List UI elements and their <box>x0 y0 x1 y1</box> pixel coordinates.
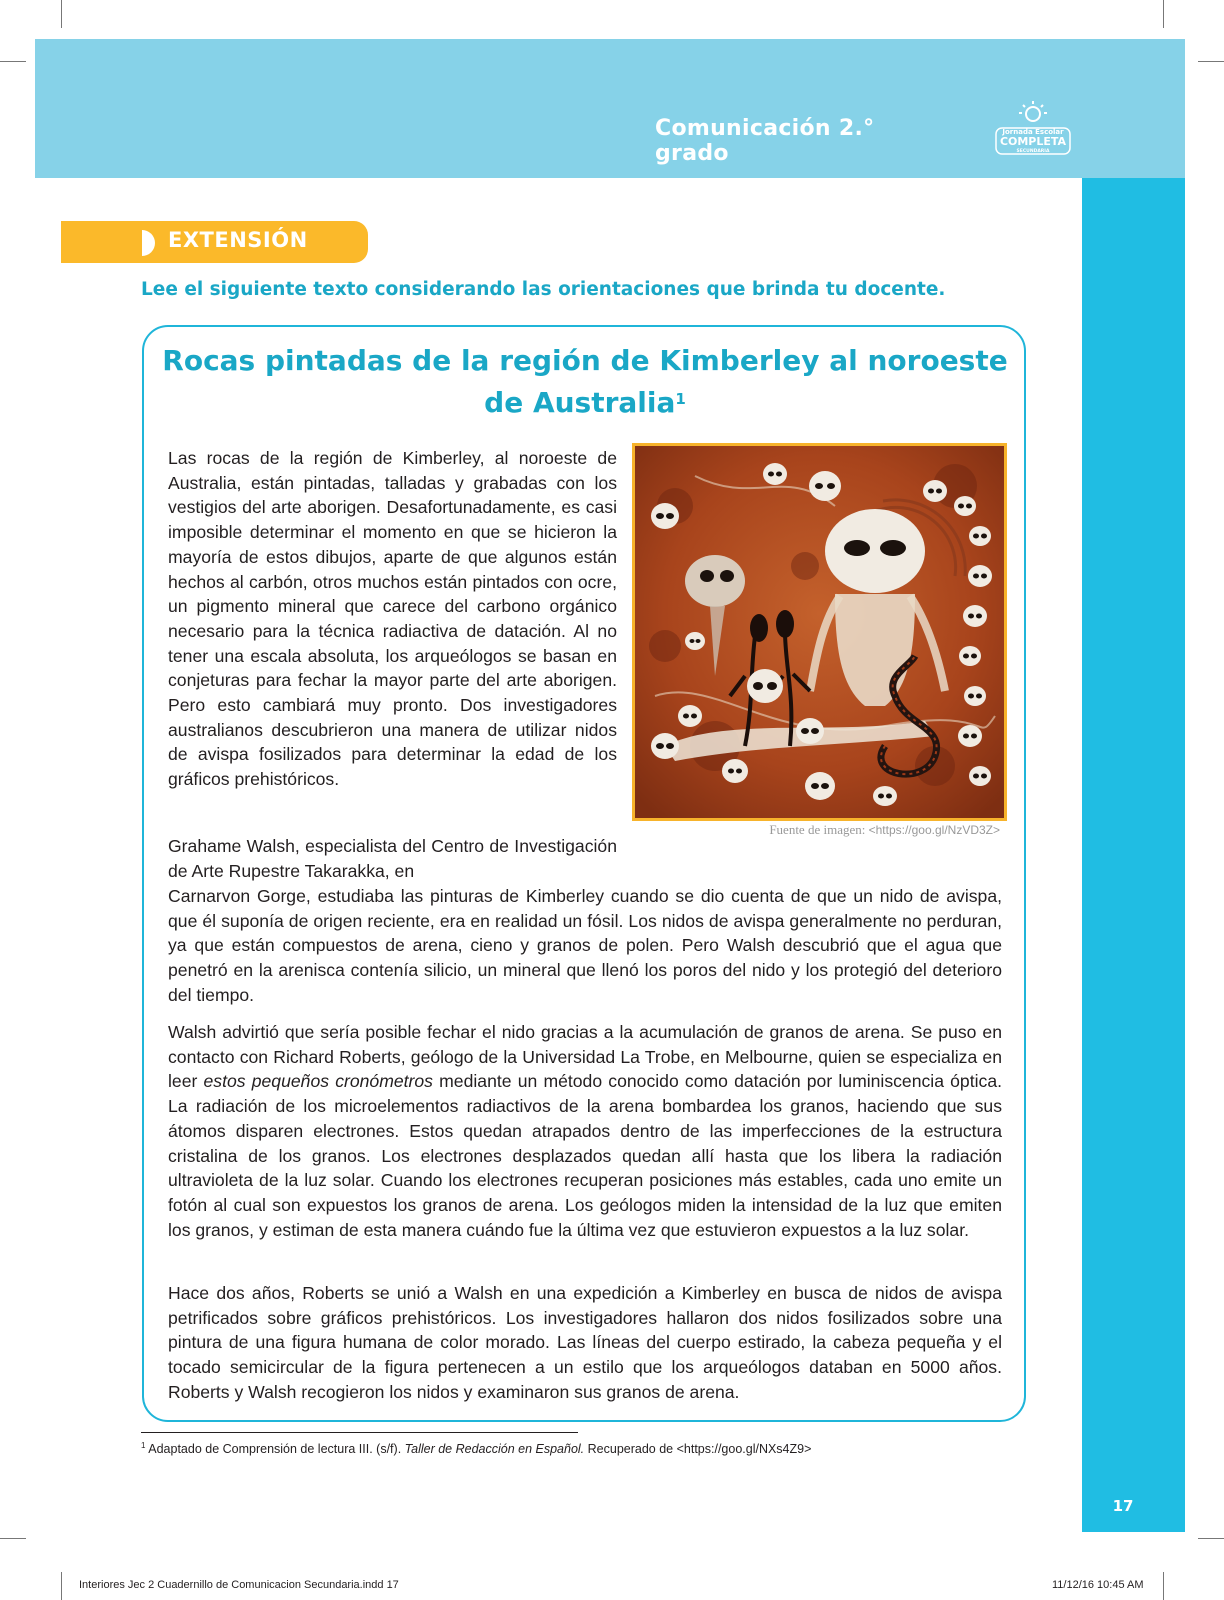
header-title: Comunicación 2.° grado <box>655 116 875 166</box>
crop-mark <box>0 1538 26 1539</box>
side-strip <box>1082 178 1185 1532</box>
paragraph-3 <box>168 1020 1002 1242</box>
footnote-italic: Taller de Redacción en Español. <box>404 1442 585 1457</box>
logo-line1: Jornada Escolar <box>1002 128 1064 136</box>
crop-mark <box>1198 1538 1224 1539</box>
crop-mark <box>1198 61 1224 62</box>
image-source-prefix: Fuente de imagen: <box>769 822 869 837</box>
footnote-divider <box>141 1432 578 1433</box>
paragraph-3-part1: Walsh advirtió que sería posible fechar el nido gracias a la acumulación de granos de arena. Se puso en contacto con Richard Roberts, geólogo de la Universidad La Trobe, en Melbourne, quien se especializa en leer <box>168 1022 1002 1092</box>
slug-file-info: Interiores Jec 2 Cuadernillo de Comunicacion Secundaria.indd 17 <box>79 1579 399 1591</box>
crop-mark <box>1163 0 1164 28</box>
extension-label: EXTENSIÓN <box>168 228 308 252</box>
logo-line3: SECUNDARIA <box>1016 149 1050 154</box>
article-title <box>160 340 1010 424</box>
logo-line2: COMPLETA <box>999 135 1067 148</box>
paragraph-3-part2: mediante un método conocido como datación por luminiscencia óptica. La radiación de los microelementos radiactivos de la arena bombardea los granos, haciendo que sus átomos disparen electrones. Estos quedan atrapados dentro de las imperfecciones de la estructura cristalina de los granos. Los electrones desplazados quedan allí hasta que los libera la radiación ultravioleta de la luz solar. Cuando los electrones recuperan posiciones más estables, cada uno emite un fotón al cual son expuestos los granos de arena. Los geólogos miden la intensidad de la luz que emiten los granos, y estiman de esta manera cuándo fue la última vez que estuvieron expuestos a la luz solar. <box>168 1071 1002 1240</box>
rock-art-picture <box>635 446 1004 818</box>
paragraph-4: Hace dos años, Roberts se unió a Walsh en una expedición a Kimberley en busca de nidos de avispa petrificados sobre gráficos prehistóricos. Los investigadores hallaron dos nidos fosilizados sobre una pintura de una figura humana de color morado. Las líneas del cuerpo estirado, la cabeza pequeña y el tocado semicircular de la figura pertenecen a un estilo que los arqueólogos databan en 5000 años. Roberts y Walsh recogieron los nidos y examinaron sus granos de arena. <box>168 1283 1002 1402</box>
slug-timestamp: 11/12/16 10:45 AM <box>1052 1579 1144 1591</box>
crop-mark <box>61 1572 62 1600</box>
footnote-text-1: Adaptado de Comprensión de lectura III. (s/f). <box>148 1442 405 1457</box>
image-source-url: <https://goo.gl/NzVD3Z> <box>868 823 1000 837</box>
jec-logo <box>990 100 1076 160</box>
paragraph-3-italic: estos pequeños cronómetros <box>203 1071 433 1092</box>
footnote-number: 1 <box>141 1441 146 1450</box>
paragraph-2-start: Grahame Walsh, especialista del Centro de Investigación de Arte Rupestre Takarakka, en <box>168 836 617 881</box>
rock-art-image <box>632 443 1007 821</box>
crop-mark <box>0 61 26 62</box>
footnote-text-2: Recuperado de <https://goo.gl/NXs4Z9> <box>584 1442 812 1457</box>
article-title-text: Rocas pintadas de la región de Kimberley al noroeste de Australia <box>162 344 1008 419</box>
title-footnote-ref: 1 <box>675 390 686 408</box>
paragraph-2-continued: Carnarvon Gorge, estudiaba las pinturas de Kimberley cuando se dio cuenta de que un nido de avispa, que él suponía de origen reciente, era en realidad un fósil. Los nidos de avispa generalmente no perduran, ya que están compuestos de arena, cieno y granos de polen. Pero Walsh descubrió que el agua que penetró en la arenisca contenía silicio, un mineral que llenó los poros del nido y los protegió del deterioro del tiempo. <box>168 886 1002 1005</box>
sun-logo-icon <box>990 100 1076 160</box>
image-source <box>700 822 1000 838</box>
paragraph-1: Las rocas de la región de Kimberley, al noroeste de Australia, están pintadas, talladas y grabadas con los vestigios del arte aborigen. Desafortunadamente, es casi imposible determinar el momento en que se hicieron la mayoría de estos dibujos, aparte de que algunos están hechos al carbón, otros muchos están pintados con ocre, un pigmento mineral que carece del carbono orgánico necesario para la técnica radiactiva de datación. Al no tener una escala absoluta, los arqueólogos se basan en conjeturas para fechar la mayor parte del arte aborigen. Pero esto cambiará muy pronto. Dos investigadores australianos descubrieron una manera de utilizar nidos de avispa fosilizados para determinar la edad de los gráficos prehistóricos. <box>168 448 617 790</box>
instruction-text: Lee el siguiente texto considerando las orientaciones que brinda tu docente. <box>141 279 946 300</box>
page-number: 17 <box>1112 1497 1134 1515</box>
crop-mark <box>1163 1572 1164 1600</box>
footnote <box>141 1441 811 1456</box>
crop-mark <box>61 0 62 28</box>
